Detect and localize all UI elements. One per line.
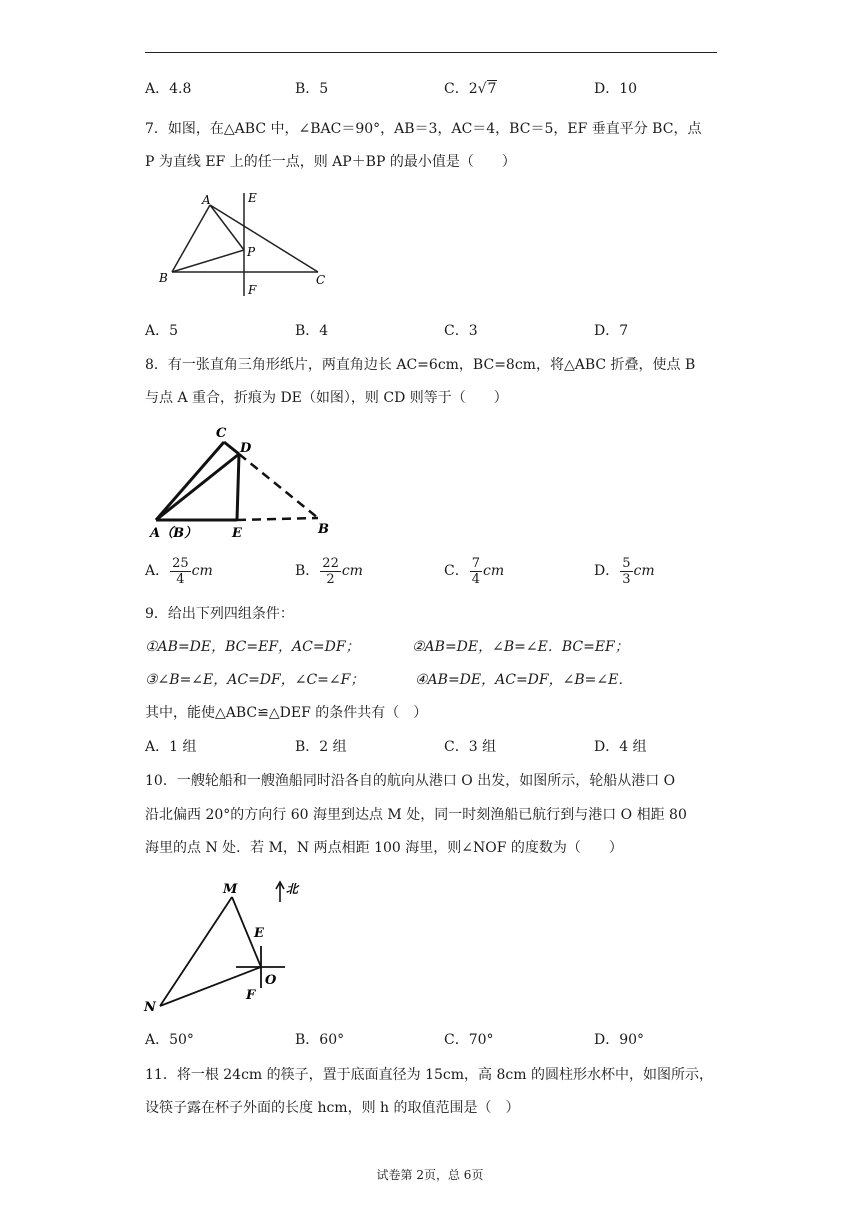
q7-option-a: A．5	[145, 323, 179, 339]
q10-label-e: E	[254, 926, 264, 941]
q8-option-c-prefix: C．	[444, 563, 469, 579]
q8-option-b-denominator: 2	[326, 571, 335, 587]
q8-option-d-denominator: 3	[622, 571, 631, 587]
q9-option-c: C．3 组	[444, 739, 497, 755]
q7-text-line2: P 为直线 EF 上的任一点，则 AP＋BP 的最小值是（ ）	[145, 154, 516, 170]
q7-option-d: D．7	[594, 323, 629, 339]
q8-option-d	[594, 553, 655, 589]
q7-label-p: P	[247, 245, 256, 259]
q8-option-d-numerator: 5	[622, 555, 631, 571]
q9-condition-2: ②AB=DE，∠B=∠E．BC=EF；	[412, 639, 629, 655]
sqrt-symbol: √7	[477, 81, 497, 97]
q8-option-b-prefix: B．	[295, 563, 320, 579]
q10-label-f: F	[246, 988, 256, 1003]
q10-label-north: 北	[286, 882, 299, 896]
q10-text-line3: 海里的点 N 处．若 M，N 两点相距 100 海里，则∠NOF 的度数为（ ）	[145, 840, 623, 856]
q8-option-b-numerator: 22	[322, 555, 339, 571]
q9-text-line4: 其中，能使△ABC≌△DEF 的条件共有（ ）	[145, 705, 428, 721]
q8-label-d: D	[240, 441, 252, 456]
q8-option-c-denominator: 4	[471, 571, 480, 587]
page-footer: 试卷第 2页，总 6页	[376, 1168, 484, 1182]
q8-text-line1: 8．有一张直角三角形纸片，两直角边长 AC=6cm，BC=8cm，将△ABC 折叠，使点 B	[145, 357, 696, 373]
q9-condition-4: ④AB=DE，AC=DF，∠B=∠E．	[415, 672, 633, 688]
q9-option-b: B．2 组	[295, 739, 347, 755]
q11-text-line1: 11．将一根 24cm 的筷子，置于底面直径为 15cm，高 8cm 的圆柱形水杯中，如图所示，	[145, 1067, 713, 1083]
q7-label-c: C	[316, 273, 326, 287]
q10-option-b: B．60°	[295, 1032, 345, 1048]
q8-label-a: A（B）	[150, 526, 198, 541]
q6-option-c	[444, 80, 497, 98]
q10-option-c: C．70°	[444, 1032, 494, 1048]
q8-figure	[146, 420, 346, 542]
q10-option-a: A．50°	[145, 1032, 194, 1048]
q9-condition-1: ①AB=DE，BC=EF，AC=DF；	[145, 639, 360, 655]
q7-text-line1: 7．如图，在△ABC 中，∠BAC＝90°，AB＝3，AC＝4，BC＝5，EF 垂直平分 BC，点	[145, 121, 702, 137]
q9-option-a: A．1 组	[145, 739, 197, 755]
q10-label-m: M	[223, 882, 238, 897]
q8-option-a-unit: cm	[191, 563, 213, 579]
q10-label-n: N	[144, 1000, 156, 1015]
q8-option-a-denominator: 4	[176, 571, 185, 587]
q7-label-f: F	[248, 283, 257, 297]
q8-option-b-unit: cm	[341, 563, 363, 579]
q9-condition-3: ③∠B=∠E，AC=DF，∠C=∠F；	[145, 672, 365, 688]
q8-option-a-prefix: A．	[145, 563, 170, 579]
q8-option-d-prefix: D．	[594, 563, 620, 579]
q8-option-c	[444, 553, 504, 589]
q6-option-c-radicand: 7	[487, 81, 497, 97]
q8-option-d-unit: cm	[633, 563, 655, 579]
q8-label-c: C	[216, 426, 227, 441]
q8-option-c-numerator: 7	[471, 555, 480, 571]
q8-option-b	[295, 553, 363, 589]
q10-text-line1: 10．一艘轮船和一艘渔船同时沿各自的航向从港口 O 出发，如图所示，轮船从港口 O	[145, 773, 676, 789]
q6-option-c-prefix: C．2	[444, 81, 478, 97]
q7-figure	[150, 188, 340, 300]
q8-text-line2: 与点 A 重合，折痕为 DE（如图），则 CD 则等于（ ）	[145, 390, 508, 406]
q6-option-a: A．4.8	[145, 81, 192, 97]
q8-option-a	[145, 553, 213, 589]
q10-label-o: O	[265, 973, 277, 988]
q9-option-d: D．4 组	[594, 739, 647, 755]
q9-text-line1: 9．给出下列四组条件：	[145, 606, 294, 622]
q7-label-e: E	[248, 191, 257, 205]
q10-option-d: D．90°	[594, 1032, 645, 1048]
q7-option-b: B．4	[295, 323, 329, 339]
q8-label-e: E	[232, 526, 242, 541]
q8-label-b: B	[318, 522, 329, 537]
q10-figure	[140, 872, 310, 1020]
q6-option-d: D．10	[594, 81, 638, 97]
q6-option-b: B．5	[295, 81, 329, 97]
q8-option-c-unit: cm	[483, 563, 505, 579]
q7-option-c: C．3	[444, 323, 478, 339]
q8-option-a-numerator: 25	[172, 555, 189, 571]
q7-label-b: B	[159, 271, 168, 285]
q11-text-line2: 设筷子露在杯子外面的长度 hcm，则 h 的取值范围是（ ）	[145, 1100, 520, 1116]
header-rule	[145, 52, 717, 53]
q10-text-line2: 沿北偏西 20°的方向行 60 海里到达点 M 处，同一时刻渔船已航行到与港口 O 相距 80	[145, 807, 687, 823]
q7-label-a: A	[202, 193, 211, 207]
